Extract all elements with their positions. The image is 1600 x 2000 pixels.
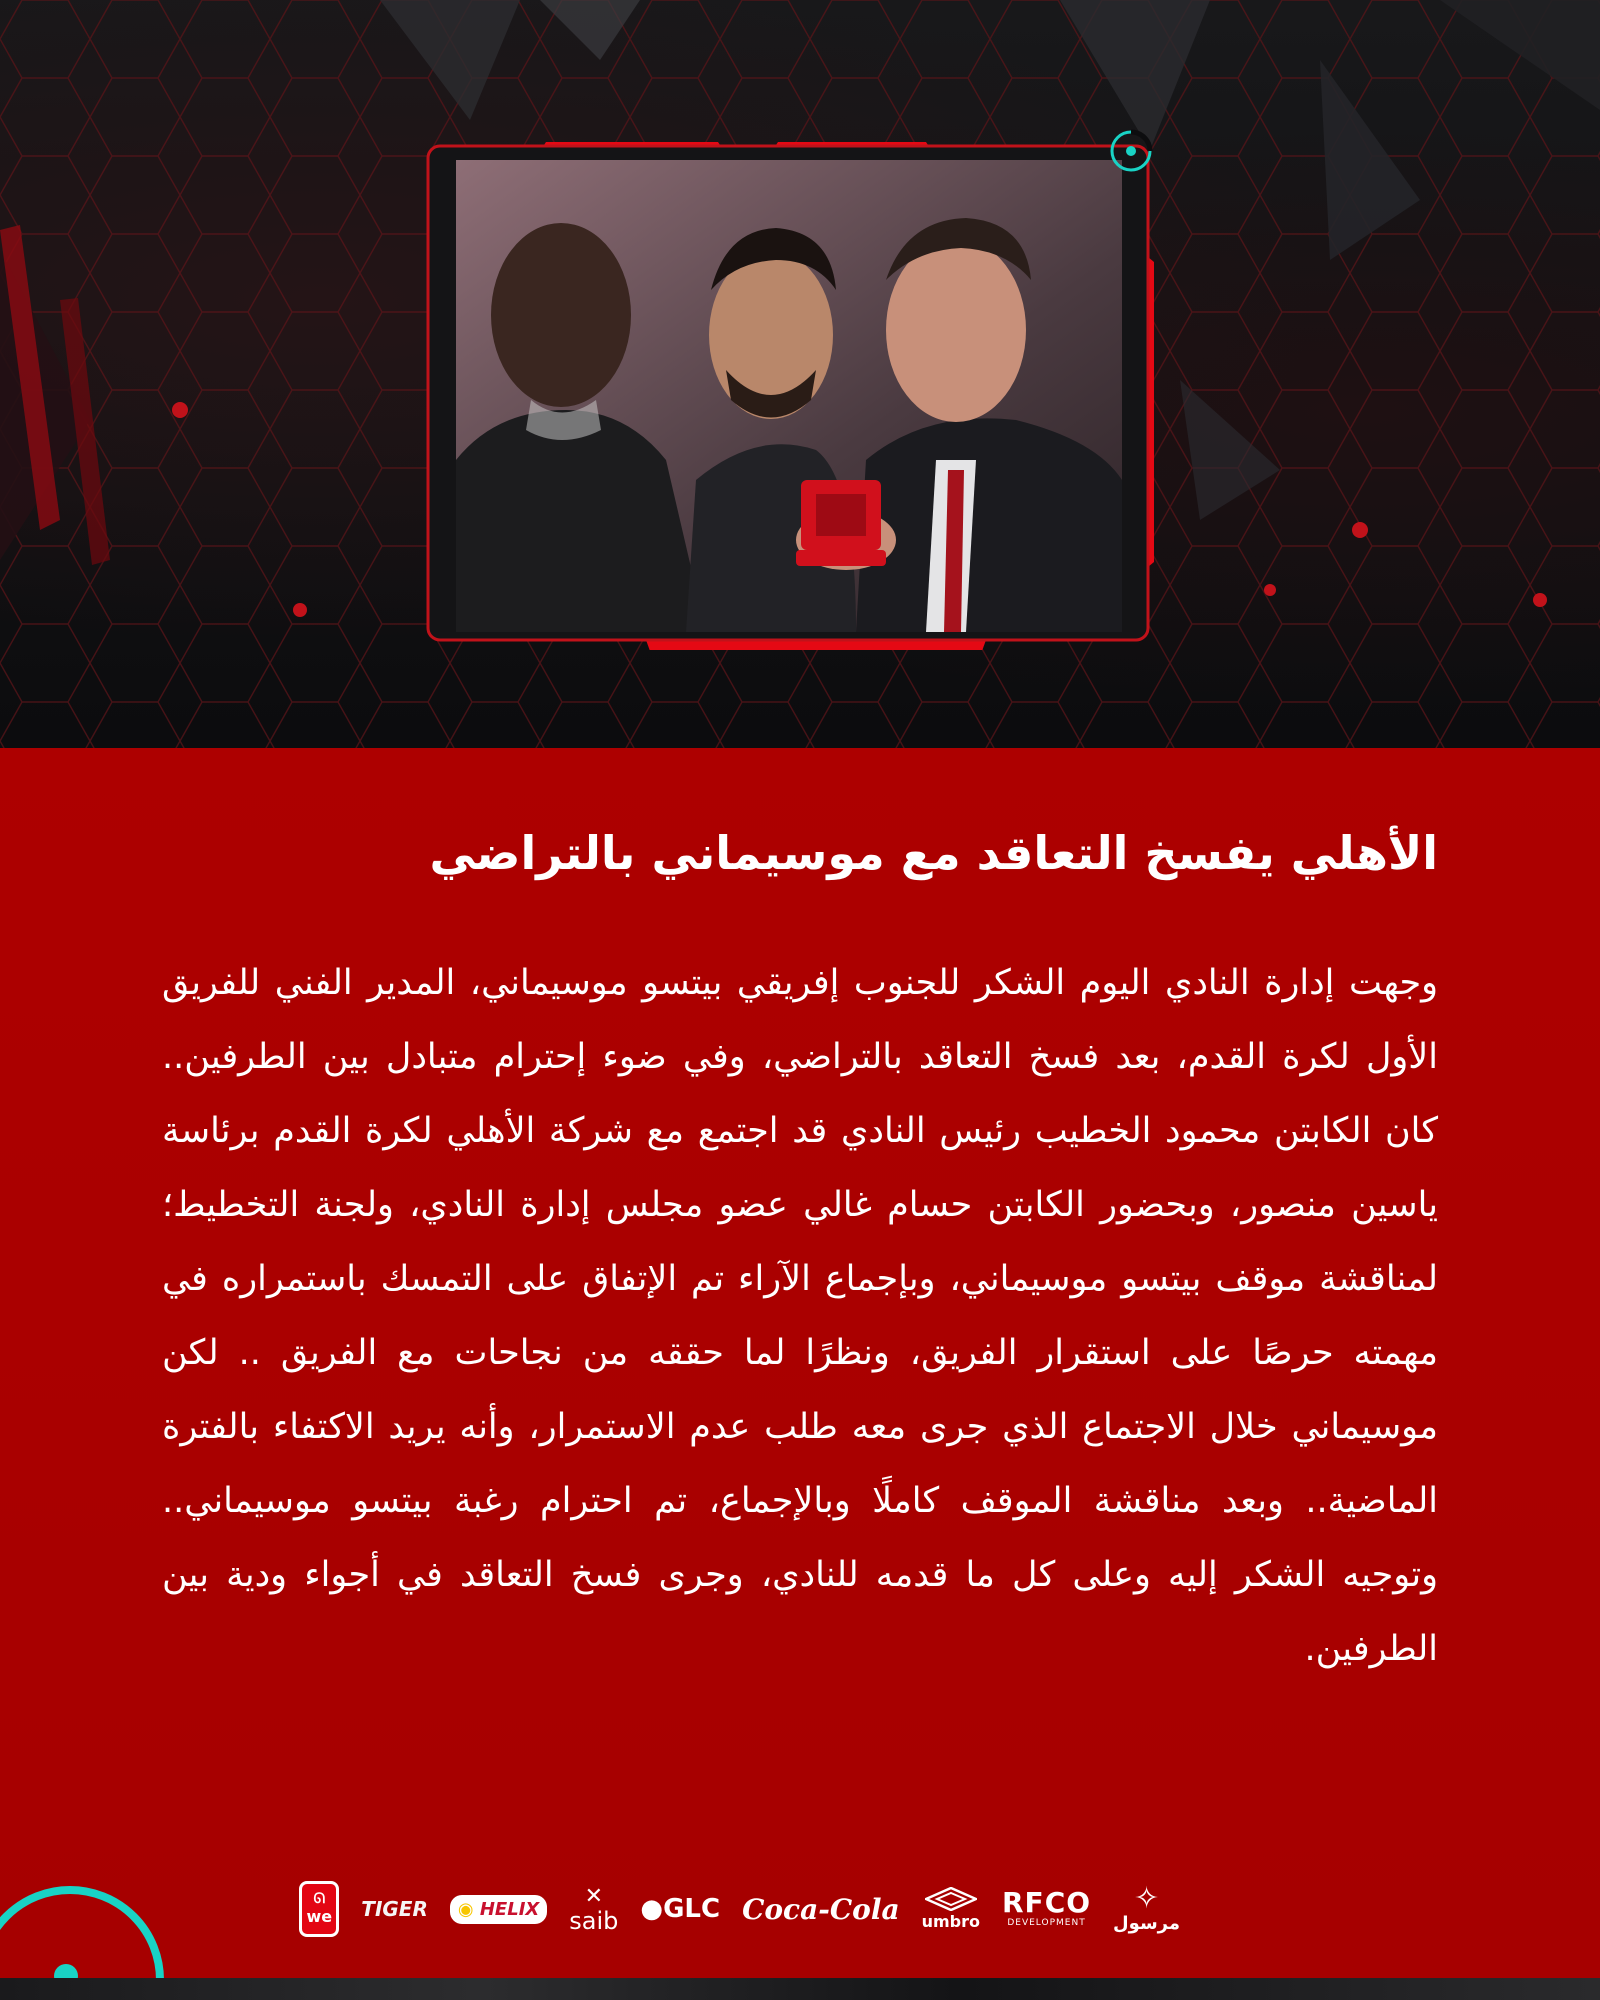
sponsor-coca-cola: Coca-Cola [742, 1892, 900, 1926]
photo-frame [426, 142, 1154, 650]
sponsor-bar [299, 1874, 1180, 1944]
sponsor-rfco: RFCO DEVELOPMENT [1002, 1886, 1092, 1928]
target-icon [1108, 128, 1154, 174]
sponsor-we: ᘏ we [299, 1881, 339, 1937]
sponsor-tiger: TIGER [361, 1897, 428, 1921]
footer-strip [0, 1978, 1600, 2000]
sponsor-morasel: ✧ مرسول [1113, 1881, 1180, 1934]
header-background [0, 0, 1600, 748]
umbro-diamond-icon [925, 1887, 977, 1911]
shell-icon: ◉ [457, 1898, 474, 1920]
glc-icon: ● [640, 1894, 664, 1924]
article-headline: الأهلي يفسخ التعاقد مع موسيماني بالتراضي [429, 826, 1438, 880]
article-body: وجهت إدارة النادي اليوم الشكر للجنوب إفريقي بيتسو موسيماني، المدير الفني للفريق الأول لكرة القدم، بعد فسخ التعاقد بالتراضي، وفي ضوء إحترام متبادل بين الطرفين.. كان الكابتن محمود الخطيب رئيس النادي قد اجتمع مع شركة الأهلي لكرة القدم برئاسة ياسين منصور، وبحضور الكابتن حسام غالي عضو مجلس إدارة النادي، ولجنة التخطيط؛ لمناقشة موقف بيتسو موسيماني، وبإجماع الآراء تم الإتفاق على التمسك باستمراره في مهمته حرصًا على استقرار الفريق، ونظرًا لما حققه من نجاحات مع الفريق .. لكن موسيماني خلال الاجتماع الذي جرى معه طلب عدم الاستمرار، وأنه يريد الاكتفاء بالفترة الماضية.. وبعد مناقشة الموقف كاملًا وبالإجماع، تم احترام رغبة بيتسو موسيماني.. وتوجيه الشكر إليه وعلى كل ما قدمه للنادي، وجرى فسخ التعاقد في أجواء ودية بين الطرفين. [162, 963, 1438, 1669]
sponsor-glc: ●GLC [640, 1894, 721, 1924]
press-photo [456, 160, 1122, 632]
we-icon: ᘏ [313, 1891, 326, 1907]
saib-icon: ✕ [584, 1884, 604, 1909]
sponsor-saib: ✕ saib [569, 1884, 619, 1935]
photo-illustration [456, 160, 1122, 632]
sponsor-shell-helix: ◉ HELIX [450, 1895, 547, 1924]
sponsor-umbro: umbro [922, 1887, 980, 1931]
morasel-icon: ✧ [1133, 1881, 1160, 1916]
article-panel [0, 748, 1600, 1978]
